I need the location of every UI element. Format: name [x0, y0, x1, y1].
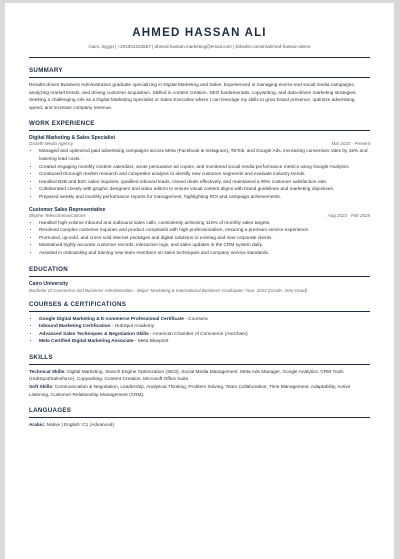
education-section [29, 266, 370, 293]
resume-page [5, 3, 394, 559]
course-issuer: - HubSpot Academy [110, 324, 155, 330]
section-divider [29, 276, 370, 277]
job-entry [29, 135, 370, 201]
skills-section [29, 354, 370, 399]
section-title-skills: SKILLS [29, 353, 53, 361]
list-item: • Conducted thorough market research and competitor analysis to identify new customer segments and evaluate industry trends. [39, 171, 370, 179]
list-item: • Assisted in onboarding and training new team members on sales techniques and company service standards. [39, 250, 370, 258]
course-issuer: - Meta Blueprint [133, 339, 169, 345]
course-issuer: - Coursera [183, 316, 208, 322]
section-divider [29, 130, 370, 131]
job-title: Digital Marketing & Sales Specialist [29, 135, 116, 142]
soft-skills-text: Communication & Negotiation, Leadership, Analytical Thinking, Problem Solving, Team Collaboration, Time Management, Adaptability, Active Listening, Customer Relationship Management (CRM). [29, 385, 351, 398]
technical-skills-label: Technical Skills: [29, 369, 66, 375]
summary-section [29, 67, 370, 112]
list-item [39, 323, 370, 331]
job-title: Customer Sales Representative [29, 206, 106, 213]
summary-text: Results-driven Business Administration graduate specializing in Digital Marketing and Sales. Experienced in managing end-to-end social media campaigns, analyzing market trends, and driving customer acquisition. Skilled in content creation, SEO fundamentals, copywriting, and data-driven marketing strategies. Seeking a challenging role as a Digital Marketing Specialist or Sales Executive where I can leverage my skills to grow brand presence, optimize advertising spend, and increase company revenue. [29, 83, 357, 111]
section-divider [29, 417, 370, 418]
courses-section [29, 301, 370, 346]
list-item: • Handled high-volume inbound and outbound sales calls, consistently achieving 110% of monthly sales targets. [39, 220, 370, 228]
course-name: Inbound Marketing Certification [39, 324, 111, 330]
experience-section [29, 120, 370, 257]
course-name: Google Digital Marketing & E-commerce Professional Certificate [39, 316, 184, 322]
list-item [39, 338, 370, 346]
technical-skills-text: Digital Marketing, Search Engine Optimization (SEO), Social Media Management, Meta Ads Manager, Google Analytics, CRM Tools (HubSpot/Salesforce), Copywriting, Content Creation, Microsoft Office Suite. [29, 369, 344, 383]
languages-label: Arabic: [29, 423, 46, 429]
list-item: • Promoted, up-sold, and cross-sold internet packages and digital solutions to existing and new corporate clients. [39, 235, 370, 243]
job-dates: Mar 2025 - Present [331, 141, 370, 147]
soft-skills [29, 384, 370, 399]
courses-list [29, 316, 370, 346]
course-name: Advanced Sales Techniques & Negotiation Skills [39, 331, 149, 337]
degree-details: Bachelor of Commerce and Business Administration - Major: Marketing & International Business Graduation Year: 2023 (Grade: Very Good) [29, 287, 308, 293]
list-item: • Prepared weekly and monthly performance reports for management, highlighting ROI and campaign achievements. [39, 194, 370, 202]
section-title-experience: WORK EXPERIENCE [29, 120, 95, 128]
course-issuer: - American Chamber of Commerce (AmCham) [148, 331, 248, 337]
section-divider [29, 77, 370, 78]
list-item [39, 331, 370, 339]
list-item [39, 316, 370, 324]
company-name: Skyline Telecommunications [29, 212, 86, 218]
section-title-languages: LANGUAGES [29, 407, 72, 415]
candidate-name: AHMED HASSAN ALI [132, 27, 267, 39]
list-item: • Collaborated closely with graphic designers and video editors to ensure visual content aligns with brand guidelines and marketing objectives. [39, 186, 370, 194]
section-divider [29, 364, 370, 365]
technical-skills [29, 369, 370, 384]
job-bullets [29, 148, 370, 201]
job-subheader [29, 141, 370, 146]
languages-section [29, 407, 370, 430]
job-bullets [29, 220, 370, 258]
list-item: • Created engaging monthly content calendars, wrote persuasive ad copies, and monitored social media performance metrics using Google Analytics. [39, 164, 370, 172]
contact-line: Cairo, Egypt | +201001234567 | ahmed.hassan.marketing@email.com | linkedin.com/in/ahmed-hassan-demo [88, 44, 311, 49]
section-title-education: EDUCATION [29, 265, 69, 273]
section-title-summary: SUMMARY [29, 67, 63, 74]
list-item: • Managed and optimized paid advertising campaigns across Meta (Facebook & Instagram), TikTok, and Google Ads, increasing conversion rates by 15% and lowering lead costs. [39, 148, 370, 163]
list-item: • Maintained highly accurate customer records, interaction logs, and sales updates in the CRM system daily. [39, 242, 370, 250]
job-subheader [29, 213, 370, 218]
languages-line [29, 422, 370, 430]
course-name: Meta Certified Digital Marketing Associate [39, 339, 134, 345]
school-name: Cairo University [29, 280, 69, 287]
section-title-courses: COURSES & CERTIFICATIONS [29, 300, 127, 308]
section-divider [29, 311, 370, 312]
list-item: • Resolved complex customer inquiries and product complaints with high professionalism, ensuring a premium service experience. [39, 227, 370, 235]
soft-skills-label: Soft Skills: [29, 385, 54, 391]
languages-text: Native | English: C1 (Advanced) [45, 423, 114, 429]
header-divider [29, 57, 370, 58]
company-name: Growth Media Agency [29, 141, 74, 147]
list-item: • Handled B2B and B2C sales inquiries, qualified inbound leads, closed deals effectively, and maintained a 90% customer satisfaction rate. [39, 179, 370, 187]
job-dates: Aug 2023 - Feb 2025 [327, 212, 370, 218]
job-entry [29, 207, 370, 258]
